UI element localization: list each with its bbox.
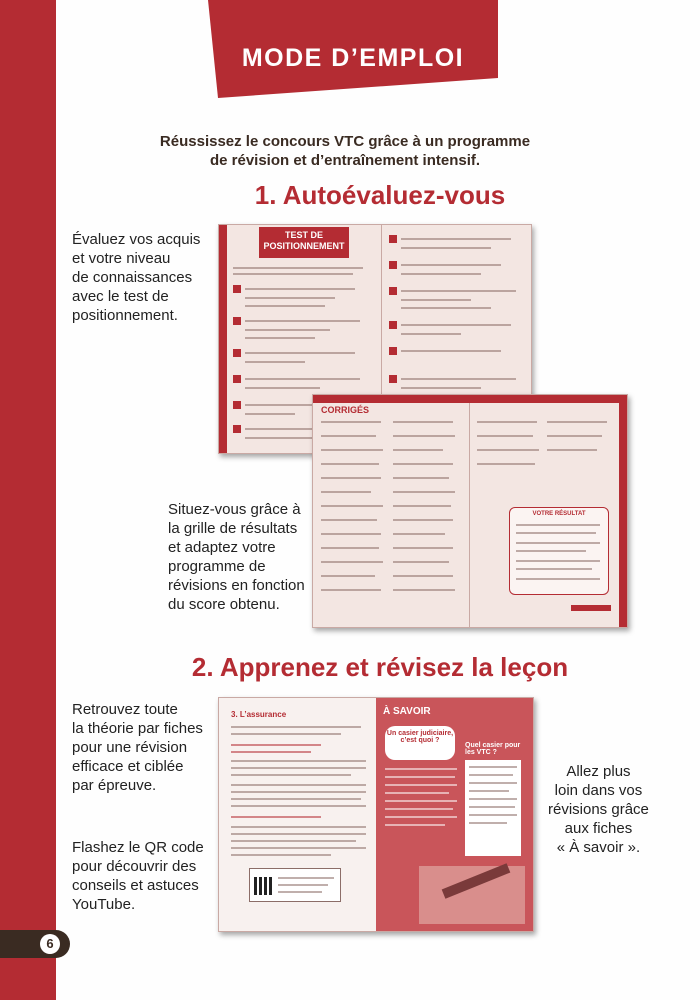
casier-bubble: Un casier judiciaire, c’est quoi ? (385, 726, 455, 760)
text-line: Situez-vous grâce à (168, 501, 301, 518)
text-line: aux fiches (564, 820, 633, 837)
section-2-left-text (72, 700, 203, 795)
text-line: la grille de résultats (168, 520, 298, 537)
text-line: avec le test de (72, 288, 169, 305)
section-1-title: 1. Autoévaluez-vous (254, 180, 506, 210)
test-title: TEST DE POSITIONNEMENT (259, 227, 349, 258)
intro-text (150, 132, 540, 170)
text-line: Retrouvez toute (72, 701, 178, 718)
answers-title: CORRIGÉS (321, 405, 370, 415)
text-line: par épreuve. (72, 777, 157, 794)
spread-edge (219, 225, 227, 453)
page-divider (469, 403, 470, 627)
text-line: Flashez le QR code (72, 839, 204, 856)
result-box (509, 507, 609, 595)
text-line: efficace et ciblée (72, 758, 184, 775)
qr-code-icon (254, 877, 272, 895)
text-line: et votre niveau (72, 250, 171, 267)
text-line: positionnement. (72, 307, 178, 324)
text-line: Allez plus (566, 763, 631, 780)
page-number-tab (0, 930, 70, 958)
intro-line-1: Réussissez le concours VTC grâce à un programme (159, 133, 531, 150)
page-title: MODE D’EMPLOI (241, 44, 465, 72)
left-color-band (0, 0, 56, 1000)
text-line: révisions grâce (548, 801, 649, 818)
spread-edge (619, 395, 627, 627)
text-line: loin dans vos (554, 782, 643, 799)
result-title: VOTRE RÉSULTAT (532, 511, 586, 517)
text-line: de connaissances (72, 269, 193, 286)
page-number: 6 (40, 934, 60, 954)
text-line: révisions en fonction (168, 577, 305, 594)
answers-spread-image (312, 394, 628, 628)
qr-block (249, 868, 341, 902)
lesson-spread-image (218, 697, 534, 932)
text-line: la théorie par fiches (72, 720, 203, 737)
text-line: du score obtenu. (168, 596, 280, 613)
intro-line-2: de révision et d’entraînement intensif. (209, 152, 481, 169)
casier-box (465, 760, 521, 856)
section-1-left-text (72, 230, 200, 325)
text-line: pour découvrir des (72, 858, 197, 875)
qr-code-text (72, 838, 204, 914)
section-2-title: 2. Apprenez et révisez la leçon (191, 652, 569, 682)
text-line: YouTube. (72, 896, 136, 913)
header-banner (208, 0, 498, 100)
score-bar (571, 605, 611, 611)
spread-top-bar (313, 395, 627, 403)
section-2-right-text (548, 762, 649, 857)
document-photo (419, 866, 525, 924)
text-line: pour une révision (72, 739, 188, 756)
text-line: Évaluez vos acquis (72, 231, 201, 248)
text-line: programme de (168, 558, 266, 575)
casier-vtc-title: Quel casier pour les VTC ? (465, 742, 521, 756)
lesson-title: 3. L’assurance (231, 710, 287, 719)
text-line: « À savoir ». (556, 839, 641, 856)
text-line: conseils et astuces (72, 877, 199, 894)
text-line: et adaptez votre (168, 539, 276, 556)
asavoir-title: À SAVOIR (383, 706, 431, 717)
section-1-right-text (168, 500, 305, 614)
